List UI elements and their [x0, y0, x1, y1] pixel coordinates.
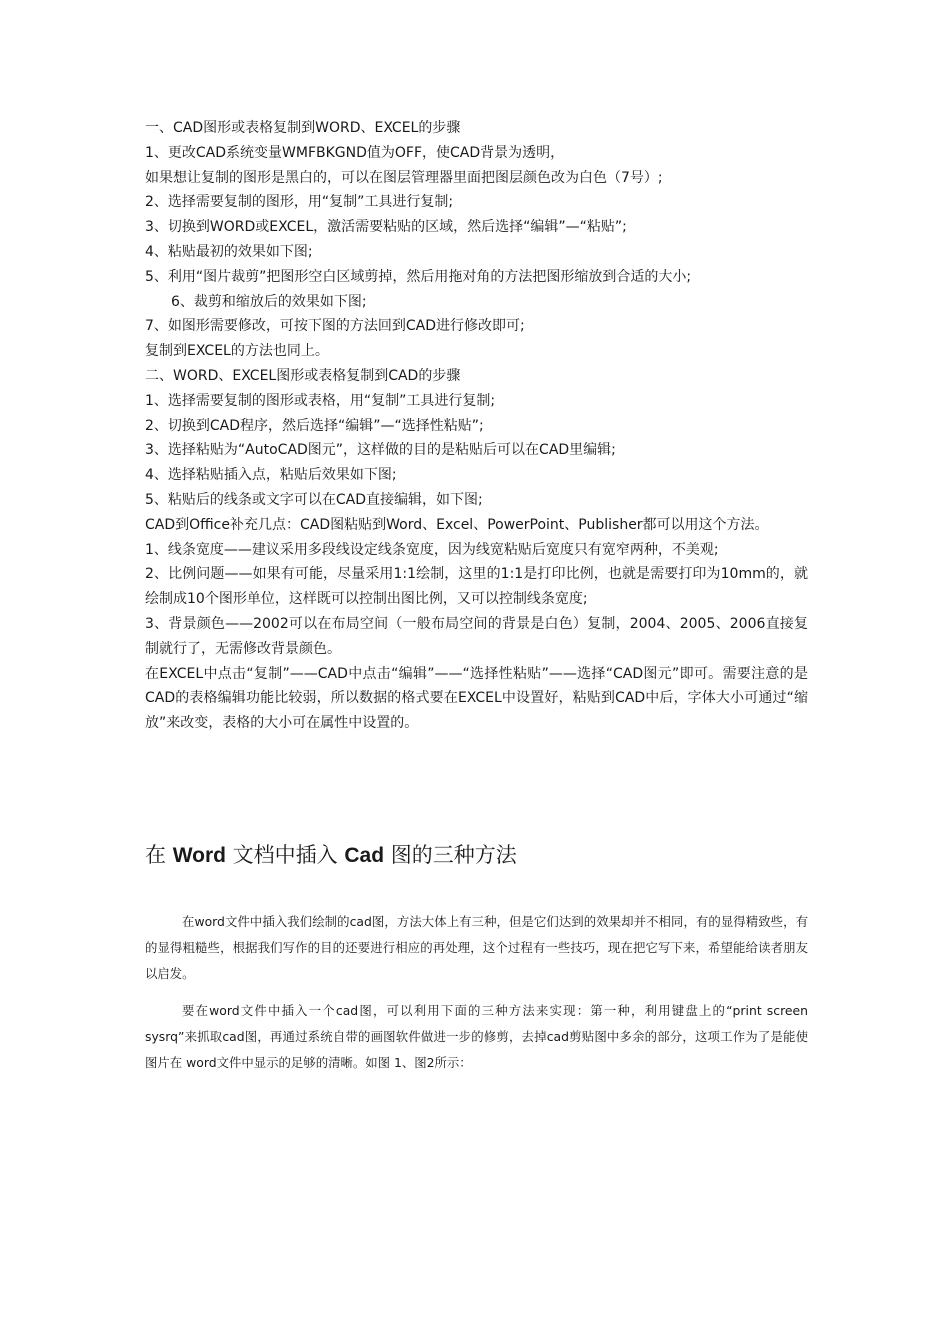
step-line: 3、切换到WORD或EXCEL，激活需要粘贴的区域，然后选择“编辑”—“粘贴”;	[145, 219, 627, 236]
heading-text: 图的三种方法	[390, 843, 517, 867]
body-paragraph: 要在word文件中插入一个cad图，可以利用下面的三种方法来实现：第一种，利用键盘上的“print screen sysrq”来抓取cad图，再通过系统自带的画图软件做进一步的修剪，去掉cad剪贴图中多余的部分，这项工作为了是能使图片在 word文件中显示的足够的清晰。如图 1、图2所示：	[145, 1003, 808, 1070]
step-line: 5、利用“图片裁剪”把图形空白区域剪掉，然后用拖对角的方法把图形缩放到合适的大小;	[145, 268, 692, 285]
step-line: 1、更改CAD系统变量WMFBKGND值为OFF，使CAD背景为透明，	[145, 144, 565, 161]
step-line: 4、粘贴最初的效果如下图;	[145, 243, 313, 260]
step-line: 复制到EXCEL的方法也同上。	[145, 343, 329, 360]
body-paragraph: 在EXCEL中点击“复制”——CAD中点击“编辑”——“选择性粘贴”——选择“CAD图元”即可。需要注意的是CAD的表格编辑功能比较弱，所以数据的格式要在EXCEL中设置好，粘贴到CAD中后，字体大小可通过“缩放”来改变，表格的大小可在属性中设置的。	[145, 665, 808, 732]
step-line: 4、选择粘贴插入点，粘贴后效果如下图;	[145, 467, 397, 484]
step-line: 2、选择需要复制的图形，用“复制”工具进行复制;	[145, 194, 454, 211]
step-line: 1、选择需要复制的图形或表格，用“复制”工具进行复制;	[145, 392, 496, 409]
heading-text: 文档中插入	[232, 843, 338, 867]
article-heading	[145, 840, 517, 871]
heading-text: 在	[145, 843, 166, 867]
step-line: 2、切换到CAD程序，然后选择“编辑”—“选择性粘贴”;	[145, 417, 484, 434]
body-paragraph: 在word文件中插入我们绘制的cad图，方法大体上有三种，但是它们达到的效果却并不相同，有的显得精致些，有的显得粗糙些，根据我们写作的目的还要进行相应的再处理，这个过程有一些技巧，现在把它写下来，希望能给读者朋友以启发。	[145, 914, 808, 981]
heading-text-bold: Cad	[344, 844, 385, 867]
section-insert-cad-methods	[145, 909, 808, 1087]
heading-text-bold: Word	[172, 844, 226, 867]
section-cad-copy-steps	[145, 116, 808, 736]
step-line: 3、选择粘贴为“AutoCAD图元”，这样做的目的是粘贴后可以在CAD里编辑;	[145, 442, 616, 459]
step-line: 5、粘贴后的线条或文字可以在CAD直接编辑，如下图;	[145, 491, 483, 508]
step-line: 如果想让复制的图形是黑白的，可以在图层管理器里面把图层颜色改为白色（7号）;	[145, 169, 663, 186]
body-paragraph: 1、线条宽度——建议采用多段线设定线条宽度，因为线宽粘贴后宽度只有宽窄两种，不美观;	[145, 541, 719, 558]
body-paragraph: 3、背景颜色——2002可以在布局空间（一般布局空间的背景是白色）复制，2004、2005、2006直接复制就行了，无需修改背景颜色。	[145, 615, 808, 657]
section-title-cad-to-word: 一、CAD图形或表格复制到WORD、EXCEL的步骤	[145, 120, 461, 136]
step-line: 7、如图形需要修改，可按下图的方法回到CAD进行修改即可;	[145, 318, 525, 335]
body-paragraph: CAD到Office补充几点：CAD图粘贴到Word、Excel、PowerPoint、Publisher都可以用这个方法。	[145, 516, 769, 533]
step-line: 6、裁剪和缩放后的效果如下图;	[171, 293, 367, 310]
body-paragraph: 2、比例问题——如果有可能，尽量采用1:1绘制，这里的1:1是打印比例，也就是需要打印为10mm的，就绘制成10个图形单位，这样既可以控制出图比例，又可以控制线条宽度;	[145, 566, 808, 608]
section-title-word-to-cad: 二、WORD、EXCEL图形或表格复制到CAD的步骤	[145, 367, 461, 384]
